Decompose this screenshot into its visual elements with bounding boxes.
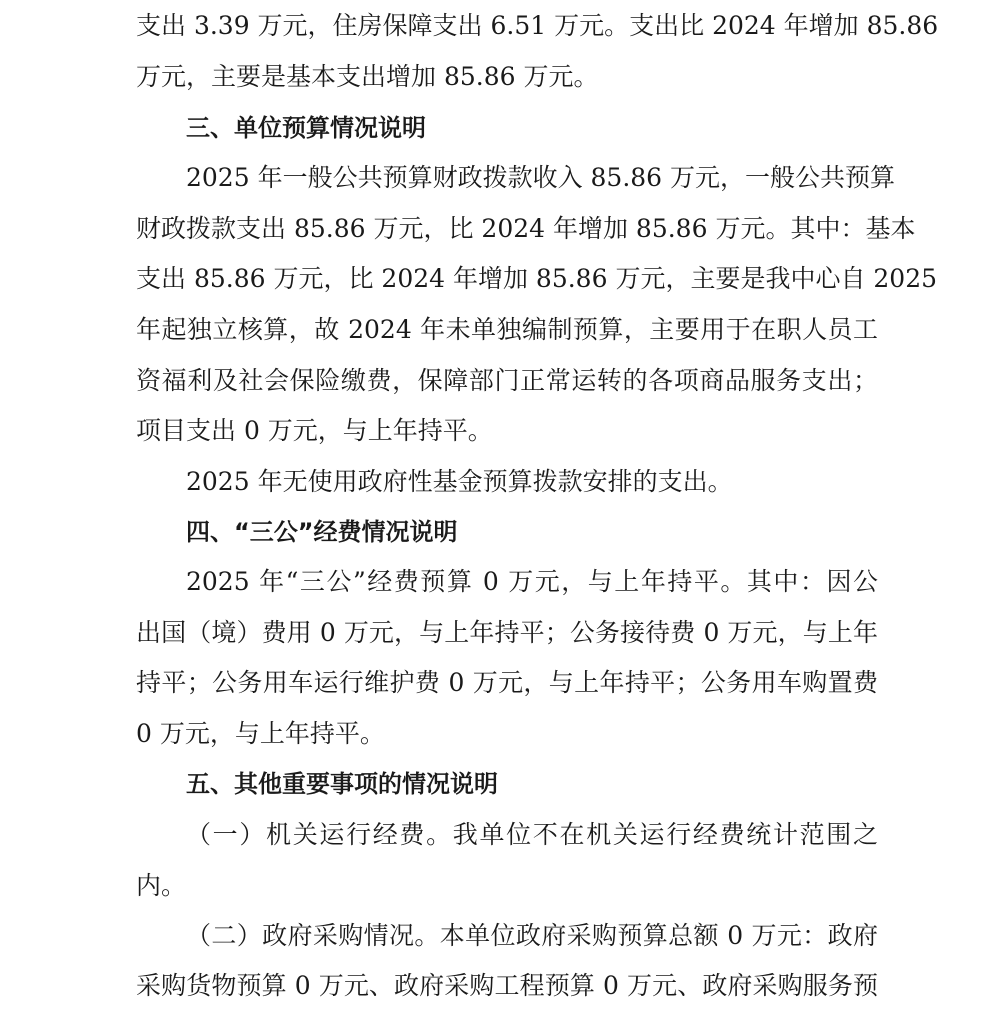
body-line: 支出 3.39 万元，住房保障支出 6.51 万元。支出比 2024 年增加 85.86 — [136, 11, 939, 40]
section-heading-3: 三、单位预算情况说明 — [186, 114, 426, 142]
body-line: 采购货物预算 0 万元、政府采购工程预算 0 万元、政府采购服务预 — [136, 971, 878, 1000]
body-line: 项目支出 0 万元，与上年持平。 — [136, 416, 493, 445]
body-line: 支出 85.86 万元，比 2024 年增加 85.86 万元，主要是我中心自 2025 — [136, 264, 938, 293]
body-line: 出国（境）费用 0 万元，与上年持平；公务接待费 0 万元，与上年 — [136, 618, 878, 647]
section-heading-4: 四、“三公”经费情况说明 — [186, 518, 458, 546]
body-line: 内。 — [136, 871, 187, 900]
section-heading-5: 五、其他重要事项的情况说明 — [186, 770, 498, 798]
body-line: 2025 年“三公”经费预算 0 万元，与上年持平。其中：因公 — [186, 567, 878, 596]
body-line: （一）机关运行经费。我单位不在机关运行经费统计范围之 — [186, 820, 878, 849]
body-line: 财政拨款支出 85.86 万元，比 2024 年增加 85.86 万元。其中：基本 — [136, 214, 916, 243]
body-line: 持平；公务用车运行维护费 0 万元，与上年持平；公务用车购置费 — [136, 668, 878, 697]
body-line: 资福利及社会保险缴费，保障部门正常运转的各项商品服务支出； — [136, 366, 878, 395]
body-line: （二）政府采购情况。本单位政府采购预算总额 0 万元：政府 — [186, 921, 878, 950]
body-line: 2025 年一般公共预算财政拨款收入 85.86 万元，一般公共预算 — [186, 163, 896, 192]
body-line: 年起独立核算，故 2024 年未单独编制预算，主要用于在职人员工 — [136, 315, 878, 344]
body-line: 万元，主要是基本支出增加 85.86 万元。 — [136, 62, 599, 91]
body-line: 0 万元，与上年持平。 — [136, 719, 385, 748]
body-line: 2025 年无使用政府性基金预算拨款安排的支出。 — [186, 467, 733, 496]
